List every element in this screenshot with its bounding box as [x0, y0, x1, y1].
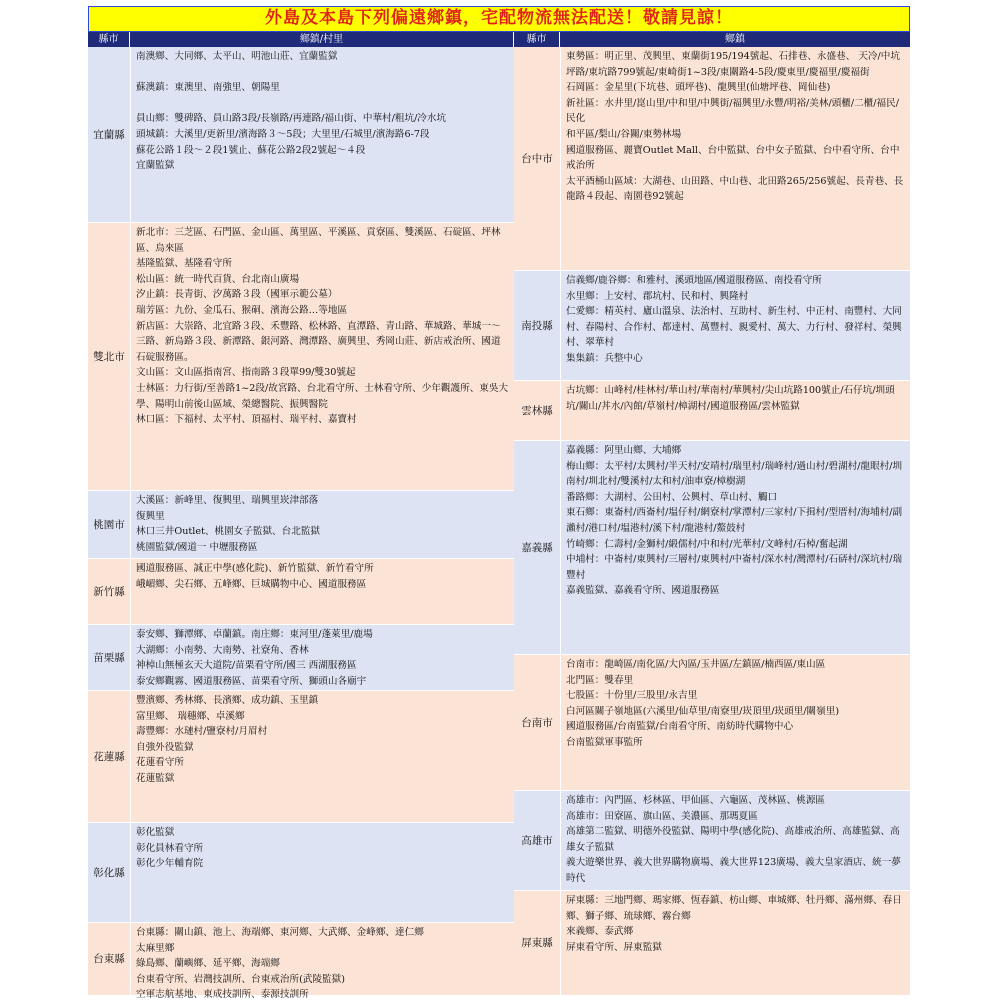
town-line: 東勢區：明正里、茂興里、東蘭街195/194號起、石排巷、永盛巷、 天冷/中坑坪路/東坑路799號起/東崎街1~3段/東關路4-5段/慶東里/慶福里/慶福街 — [566, 51, 900, 78]
town-line: 林口區：下福村、太平村、頂福村、瑞平村、嘉寶村 — [136, 414, 357, 426]
town-line: 泰安鄉觀霧、國道服務區、苗栗看守所、獅頭山各廟宇 — [136, 675, 367, 687]
town-line: 國道服務區、誠正中學(感化院)、新竹監獄、新竹看守所 — [136, 563, 374, 574]
town-line: 桃園監獄/國道一 中壢服務區 — [136, 541, 258, 553]
town-line: 南澳鄉、大同鄉、太平山、明池山莊、宜蘭監獄 — [136, 51, 338, 62]
town-line: 白河區關子嶺地區(六溪里/仙草里/南寮里/崁頂里/崁頭里/關嶺里) — [566, 705, 840, 717]
town-line: 嘉義縣：阿里山鄉、大埔鄉 — [566, 445, 682, 456]
town-line: 花蓮監獄 — [136, 772, 175, 784]
page — [88, 6, 910, 1001]
right-towns-cell — [560, 891, 910, 996]
right-towns-cell — [560, 655, 910, 791]
town-line: 信義鄉/鹿谷鄉：和雅村、溪頭地區/國道服務區、南投看守所 — [566, 275, 822, 286]
town-line: 屏東縣：三地門鄉、瑪家鄉、恆春鎮、枋山鄉、車城鄉、牡丹鄉、滿州鄉、春日鄉、獅子鄉、琉球鄉、霧台鄉 — [566, 895, 902, 922]
header-county-right: 縣市 — [514, 32, 560, 47]
left-county-cell: 彰化縣 — [88, 823, 130, 923]
header-town-right: 鄉鎮 — [560, 32, 910, 47]
town-line: 神棹山無極玄天大道院/苗栗看守所/國三 西湖服務區 — [136, 660, 357, 672]
town-line: 富里鄉、 瑞穗鄉、卓溪鄉 — [136, 710, 245, 722]
town-line: 水里鄉：上安村、郡坑村、民和村、興隆村 — [566, 290, 749, 302]
town-line: 峨嵋鄉、尖石鄉、五峰鄉、巨城購物中心、國道服務區 — [136, 578, 367, 590]
town-line: 蘇澳鎮：東澳里、南強里、朝陽里 — [136, 82, 280, 94]
town-line: 頭城鎮：大溪里/更新里/濱海路３～5段；大里里/石城里/濱海路6-7段 — [136, 128, 430, 140]
left-towns-cell — [130, 923, 514, 1001]
town-line: 義大遊樂世界、義大世界購物廣場、義大世界123廣場、義大皇家酒店、統一夢時代 — [566, 857, 901, 884]
town-line: 豐濱鄉、秀林鄉、長濱鄉、成功鎮、玉里鎮 — [136, 695, 319, 706]
right-towns-cell — [560, 47, 910, 271]
town-line: 士林區：力行街/至善路1~2段/故宮路、台北看守所、士林看守所、少年觀護所、東吳大學、陽明山前後山區域、榮總醫院、振興醫院 — [136, 382, 509, 410]
town-line: 仁愛鄉：精英村、廬山溫泉、法治村、互助村、新生村、中正村、南豐村、大同村、春陽村、合作村、都達村、萬豐村、親愛村、萬大、力行村、發祥村、榮興村、翠華村 — [566, 306, 902, 349]
town-line — [136, 65, 510, 81]
town-line: 台南監獄軍事監所 — [566, 736, 643, 748]
town-line: 中埔村：中崙村/東興村/三層村/東興村/中崙村/深水村/灣潭村/石硦村/深坑村/瑞豐村 — [566, 554, 903, 581]
town-line: 宜蘭監獄 — [136, 160, 175, 172]
town-line: 古坑鄉：山峰村/桂林村/華山村/華南村/華興村/尖山坑路100號止/石仔坑/圳頭坑/關山/丼水/內館/草嶺村/樟湖村/國道服務區/雲林監獄 — [566, 385, 895, 412]
town-line: 綠島鄉、蘭嶼鄉、延平鄉、海端鄉 — [136, 958, 280, 970]
left-county-cell: 台東縣 — [88, 923, 130, 996]
left-county-cell: 桃園市 — [88, 491, 130, 559]
left-towns-cell — [130, 223, 514, 491]
right-towns-cell — [560, 381, 910, 441]
town-line: 高雄市：田寮區、旗山區、美濃區、那瑪夏區 — [566, 810, 758, 822]
town-line: 蘇花公路１段～２段1號止、蘇花公路2段2號起～４段 — [136, 144, 366, 156]
right-towns-cell — [560, 271, 910, 381]
town-line: 太麻里鄉 — [136, 942, 175, 954]
town-line: 新北市：三芝區、石門區、金山區、萬里區、平溪區、貢寮區、雙溪區、石碇區、坪林區、烏來區 — [136, 227, 501, 254]
town-line: 新社區：水井里/崑山里/中和里/中興街/福興里/永豐/明裕/美林/頭櫃/二櫃/福民/民化 — [566, 97, 899, 125]
right-county-cell: 高雄市 — [514, 791, 560, 891]
town-line: 梅山鄉：太平村/太興村/半天村/安靖村/瑞里村/瑞峰村/過山村/碧湖村/龍眼村/圳南村/圳北村/雙溪村/太和村/油車寮/樟樹湖 — [566, 460, 903, 488]
town-line: 和平區/梨山/谷關/東勢林場 — [566, 128, 682, 140]
right-county-cell: 台南市 — [514, 655, 560, 791]
left-towns-cell — [130, 491, 514, 559]
town-line: 國道服務區、麗寶Outlet Mall、台中監獄、台中女子監獄、台中看守所、台中戒治所 — [566, 144, 900, 172]
town-line: 竹崎鄉：仁壽村/金獅村/緞儒村/中和村/光華村/文峰村/石棹/奮起湖 — [566, 538, 848, 550]
town-line: 林口三井Outlet、桃園女子監獄、台北監獄 — [136, 526, 320, 538]
right-county-cell: 南投縣 — [514, 271, 560, 381]
town-line: 瑞芳區：九份、金瓜石、猴硐、濱海公路…等地區 — [136, 304, 348, 316]
town-line: 大湖鄉：小南勢、大南勢、社寮角、香林 — [136, 644, 309, 656]
left-towns-cell — [130, 559, 514, 625]
left-towns-cell — [130, 691, 514, 823]
town-line: 台東看守所、岩灣技訓所、台東戒治所(武陵監獄) — [136, 973, 345, 985]
town-line: 大溪區：新峰里、復興里、瑞興里崁津部落 — [136, 495, 319, 506]
town-line: 嘉義監獄、嘉義看守所、國道服務區 — [566, 585, 720, 597]
town-line: 彰化員林看守所 — [136, 842, 204, 854]
left-county-cell: 雙北市 — [88, 223, 130, 491]
town-line: 來義鄉、泰武鄉 — [566, 926, 634, 938]
town-line: 番路鄉：大湖村、公田村、公興村、草山村、觸口 — [566, 491, 778, 503]
town-line: 員山鄉：雙碑路、員山路3段/長嶺路/再連路/福山街、中華村/粗坑/冷水坑 — [136, 113, 447, 125]
town-line: 國道服務區/台南監獄/台南看守所、南紡時代購物中心 — [566, 721, 794, 733]
town-line: 太平酒桶山區域：大湖巷、山田路、中山巷、北田路265/256號起、長青巷、長龍路４段起、南園巷92號起 — [566, 175, 904, 203]
town-line: 文山區：文山區指南宮、指南路３段單99/雙30號起 — [136, 367, 356, 379]
town-line: 花蓮看守所 — [136, 757, 184, 769]
town-line: 基隆監獄、基隆看守所 — [136, 258, 232, 270]
right-towns-cell — [560, 441, 910, 655]
town-line: 泰安鄉、獅潭鄉、卓蘭鎮。南庄鄉：東河里/蓬萊里/鹿場 — [136, 629, 373, 640]
town-line: 集集鎮：兵整中心 — [566, 352, 643, 364]
town-line: 彰化監獄 — [136, 827, 175, 838]
town-line: 彰化少年輔育院 — [136, 858, 204, 870]
left-county-cell: 花蓮縣 — [88, 691, 130, 823]
left-towns-cell — [130, 823, 514, 923]
town-line: 北門區：雙春里 — [566, 674, 634, 686]
town-line: 台南市：龍崎區/南化區/大內區/玉井區/左鎮區/楠西區/東山區 — [566, 659, 826, 670]
left-towns-cell — [130, 47, 514, 223]
town-line: 空軍志航基地、東成技訓所、泰源技訓所 — [136, 989, 309, 1001]
left-county-cell: 新竹縣 — [88, 559, 130, 625]
town-line: 汐止鎮：長青街、汐萬路３段（國軍示範公墓） — [136, 289, 338, 301]
town-line: 石岡區：金星里(下坑巷、頭坪巷)、龍興里(仙塘坪巷、岡仙巷) — [566, 82, 831, 94]
header-town-left: 鄉鎮/村里 — [130, 32, 514, 47]
left-county-cell: 苗栗縣 — [88, 625, 130, 691]
town-line: 復興里 — [136, 510, 165, 522]
town-line: 高雄市：內門區、杉林區、甲仙區、六龜區、茂林區、桃源區 — [566, 795, 826, 806]
town-line — [136, 96, 510, 112]
left-county-cell: 宜蘭縣 — [88, 47, 130, 223]
town-line: 自強外役監獄 — [136, 741, 194, 753]
right-county-cell: 屏東縣 — [514, 891, 560, 996]
right-county-cell: 台中市 — [514, 47, 560, 271]
right-county-cell: 雲林縣 — [514, 381, 560, 441]
town-line: 台東縣：關山鎮、池上、海端鄉、東河鄉、大武鄉、金峰鄉、達仁鄉 — [136, 927, 424, 938]
town-line: 屏東看守所、屏東監獄 — [566, 941, 662, 953]
right-county-cell: 嘉義縣 — [514, 441, 560, 655]
town-line: 松山區：統一時代百貨、台北南山廣場 — [136, 273, 300, 285]
town-line: 東石鄉：東崙村/西崙村/塭仔村/網寮村/掌潭村/三家村/下揖村/型厝村/海埔村/副瀨村/港口村/塭港村/溪下村/龍港村/鰲鼓村 — [566, 507, 903, 534]
town-line: 新店區：大崇路、北宜路３段、禾豐路、松林路、直潭路、青山路、華城路、華城一～三路、新烏路３段、新潭路、銀河路、灣潭路、廣興里、秀岡山莊、新店戒治所、國道石碇服務區。 — [136, 320, 501, 363]
right-towns-cell — [560, 791, 910, 891]
town-line: 壽豐鄉：水璉村/鹽寮村/月眉村 — [136, 726, 268, 738]
town-line: 高雄第二監獄、明德外役監獄、陽明中學(感化院)、高雄戒治所、高雄監獄、高雄女子監獄 — [566, 826, 900, 853]
town-line: 七股區：十份里/三股里/永吉里 — [566, 690, 698, 702]
left-towns-cell — [130, 625, 514, 691]
header-county-left: 縣市 — [88, 32, 130, 47]
page-title: 外島及本島下列偏遠鄉鎮，宅配物流無法配送！敬請見諒！ — [88, 6, 910, 32]
